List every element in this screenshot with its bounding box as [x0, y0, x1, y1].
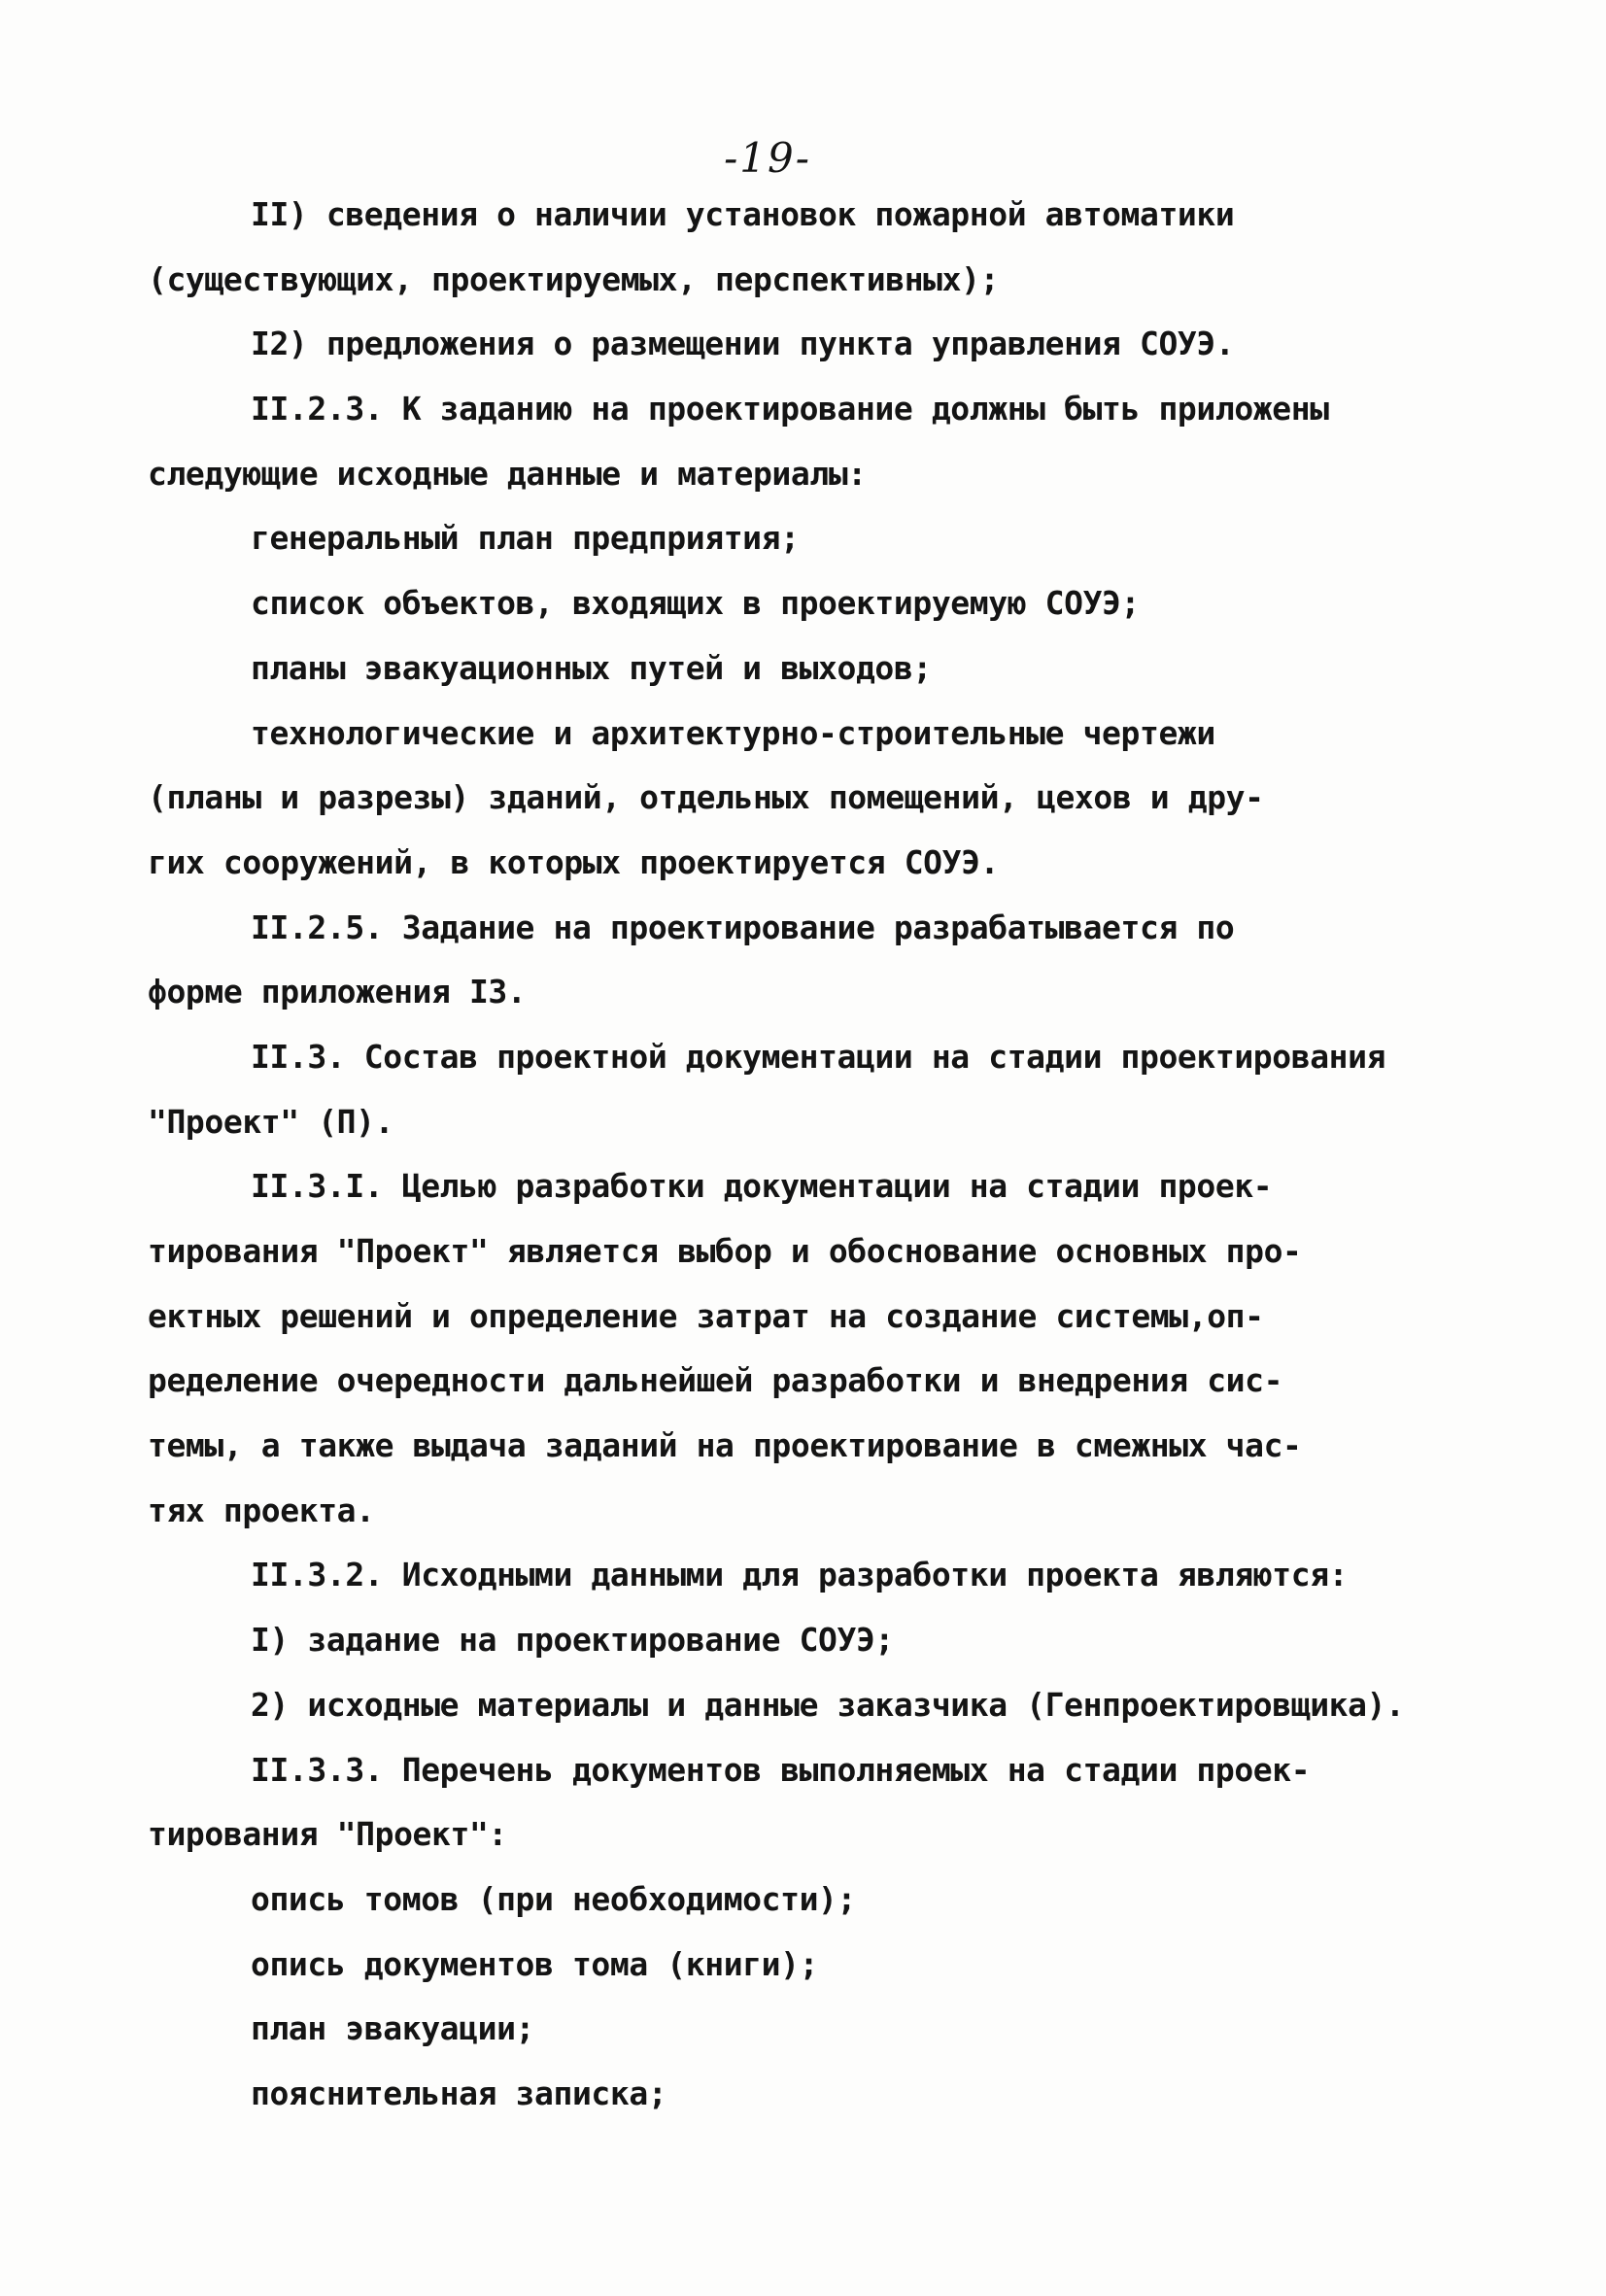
- text-line: II.3.I. Целью разработки документации на стадии проек-: [251, 1167, 1273, 1206]
- page-number: -19-: [724, 134, 811, 182]
- text-line: опись томов (при необходимости);: [251, 1879, 856, 1918]
- text-line: ределение очередности дальнейшей разработки и внедрения сис-: [148, 1361, 1283, 1400]
- text-line: план эвакуации;: [251, 2009, 535, 2048]
- text-line: тирования "Проект" является выбор и обоснование основных про-: [148, 1232, 1302, 1270]
- text-line: 2) исходные материалы и данные заказчика (Генпроектировщика).: [251, 1685, 1405, 1724]
- text-line: тях проекта.: [148, 1491, 375, 1529]
- text-line: темы, а также выдача заданий на проектирование в смежных час-: [148, 1426, 1302, 1465]
- text-line: форме приложения I3.: [148, 973, 527, 1011]
- text-line: опись документов тома (книги);: [251, 1944, 819, 1983]
- text-line: "Проект" (П).: [148, 1102, 394, 1141]
- text-line: ектных решений и определение затрат на создание системы,оп-: [148, 1296, 1264, 1335]
- text-line: (планы и разрезы) зданий, отдельных помещений, цехов и дру-: [148, 778, 1264, 817]
- text-line: II.3.3. Перечень документов выполняемых на стадии проек-: [251, 1750, 1311, 1789]
- document-body: [0, 183, 1606, 2127]
- text-line: пояснительная записка;: [251, 2073, 667, 2112]
- text-line: следующие исходные данные и материалы:: [148, 454, 867, 493]
- text-line: список объектов, входящих в проектируемую СОУЭ;: [251, 584, 1140, 623]
- text-line: генеральный план предприятия;: [251, 519, 800, 558]
- text-line: II) сведения о наличии установок пожарной автоматики: [251, 195, 1235, 233]
- text-line: I) задание на проектирование СОУЭ;: [251, 1621, 894, 1660]
- text-line: тирования "Проект":: [148, 1815, 507, 1854]
- text-line: I2) предложения о размещении пункта управления СОУЭ.: [251, 325, 1235, 363]
- text-line: технологические и архитектурно-строительные чертежи: [251, 713, 1215, 752]
- text-line: II.3.2. Исходными данными для разработки проекта являются:: [251, 1556, 1349, 1594]
- text-line: гих сооружений, в которых проектируется СОУЭ.: [148, 842, 1000, 881]
- text-line: II.3. Состав проектной документации на стадии проектирования: [251, 1037, 1386, 1076]
- text-line: II.2.5. Задание на проектирование разрабатывается по: [251, 908, 1235, 946]
- text-line: планы эвакуационных путей и выходов;: [251, 648, 932, 687]
- text-line: (существующих, проектируемых, перспективных);: [148, 259, 1000, 298]
- text-line: II.2.3. К заданию на проектирование должны быть приложены: [251, 390, 1329, 428]
